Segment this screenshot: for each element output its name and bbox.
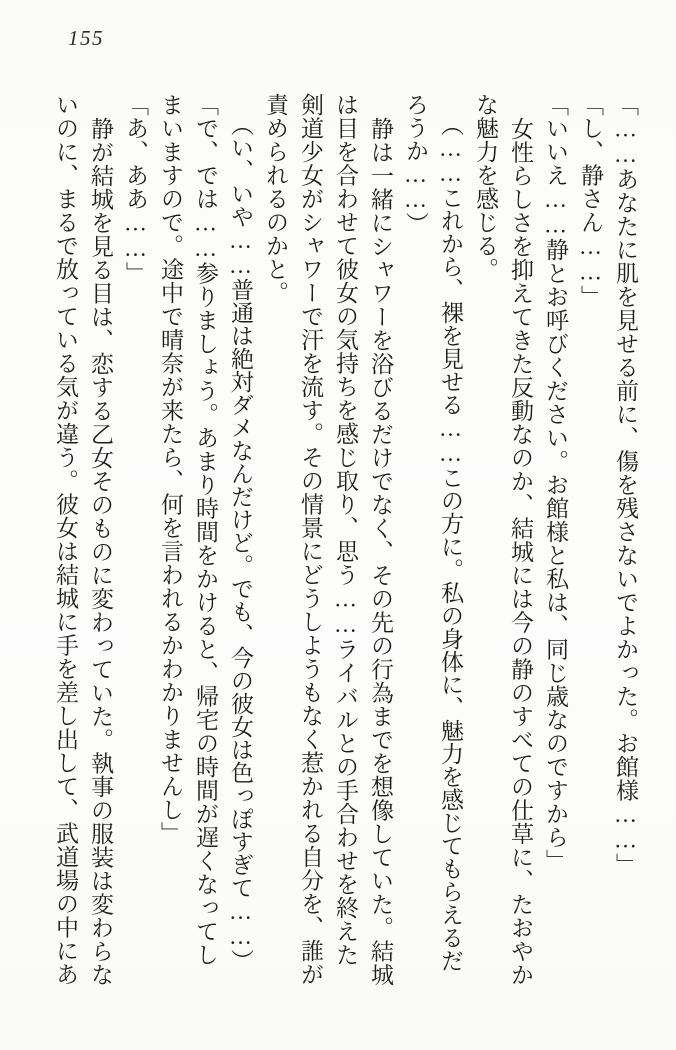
dialogue-line: 「……あなたに肌を見せる前に、傷を残さないでよかった。お館様……」 [613, 93, 638, 877]
thought-line: （……これから、裸を見せる……この方に。私の身体に、魅力を感じてもらえるだろうか……） [403, 93, 463, 972]
vertical-text-block [41, 93, 643, 989]
dialogue-line: 「し、静さん……」 [578, 93, 603, 309]
narration-line: 静が結城を見る目は、恋する乙女そのものに変わっていた。執事の服装は変わらないのに、まるで放っている気が違う。彼女は結城に手を差し出して、武道場の中にあ [53, 93, 113, 986]
page-number: 155 [68, 26, 104, 50]
narration-line: 静は一緒にシャワーを浴びるだけでなく、その先の行為までを想像していた。結城は目を合わせて彼女の気持ちを感じ取り、思う……ライバルとの手合わせを終えた剣道少女がシャワーで汗を流す。その情景にどうしようもなく惹かれる自分を、誰が責められるのかと。 [263, 93, 393, 986]
dialogue-line: 「あ、ああ……」 [123, 93, 148, 285]
dialogue-line: 「で、では……参りましょう。あまり時間をかけると、帰宅の時間が遅くなってしまいますので。途中で晴奈が来たら、何を言われるかわかりませんし」 [158, 93, 218, 967]
thought-line: （い、いや……普通は絶対ダメなんだけど。でも、今の彼女は色っぽすぎて……） [228, 113, 253, 972]
narration-line: 女性らしさを抑えてきた反動なのか、結城には今の静のすべての仕草に、たおやかな魅力を感じる。 [473, 93, 533, 986]
dialogue-line: 「いいえ……静とお呼びください。お館様と私は、同じ歳なのですから」 [543, 93, 568, 873]
